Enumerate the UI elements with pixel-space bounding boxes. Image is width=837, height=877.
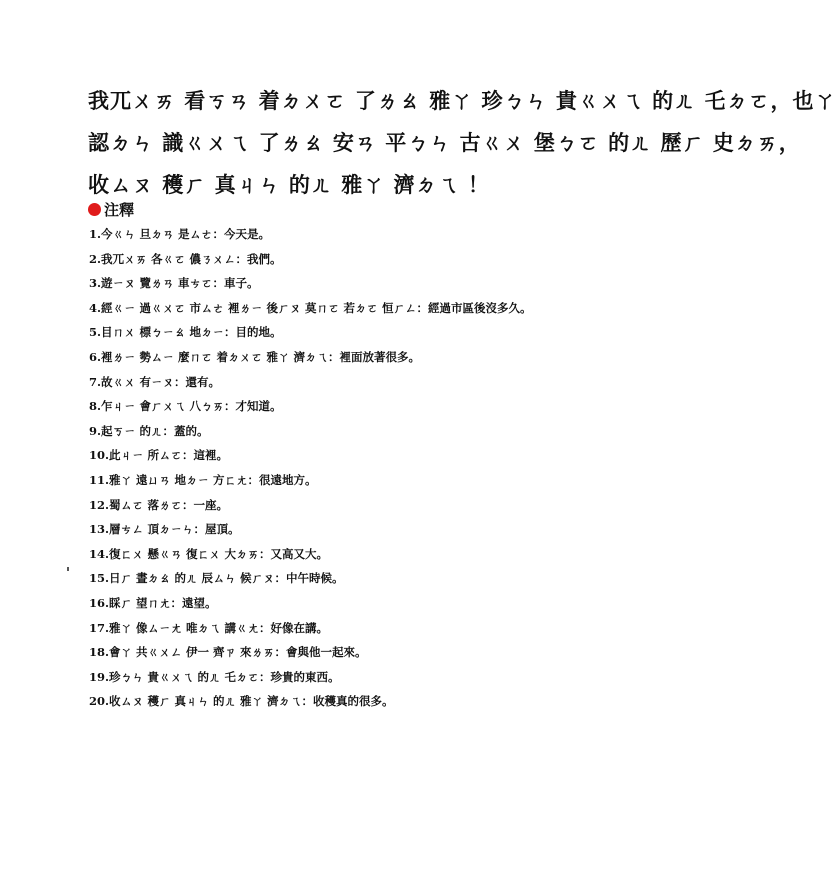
scan-mark (67, 567, 69, 571)
note-item: 3.遊ㄧㄡ 覽ㄌㄢ 車ㄘㄛ：車子。 (89, 276, 259, 291)
note-item: 6.裡ㄌㄧ 勢ㄙㄧ 麼ㄇㄛ 着ㄉㄨㄛ 雅ㄚ 濟ㄉㄟ：裡面放著很多。 (89, 349, 421, 364)
note-item: 4.經ㄍㄧ 過ㄍㄨㄛ 市ㄙㄜ 裡ㄌㄧ 後ㄏㄡ 莫ㄇㄛ 若ㄉㄛ 恒ㄏㄥ：經過市區後沒多久。 (89, 300, 532, 315)
intro-line-3: 收ㄙㄡ 穫ㄏ 真ㄐㄣ 的ㄦ 雅ㄚ 濟ㄉㄟ ！ (88, 172, 490, 197)
intro-line-1: 我ㄫㄨㄞ 看ㄎㄢ 着ㄉㄨㄛ 了ㄌㄠ 雅ㄚ 珍ㄅㄣ 貴ㄍㄨㄟ 的ㄦ 乇ㄉㄛ，也ㄚ (88, 88, 837, 113)
intro-line-2: 認ㄉㄣ 識ㄍㄨㄟ 了ㄌㄠ 安ㄢ 平ㄅㄣ 古ㄍㄨ 堡ㄅㄛ 的ㄦ 歷ㄏ 史ㄉㄞ， (88, 130, 801, 155)
red-bullet-icon (88, 203, 101, 216)
note-item: 19.珍ㄅㄣ 貴ㄍㄨㄟ 的ㄦ 乇ㄉㄛ：珍貴的東西。 (89, 669, 340, 684)
note-item: 20.收ㄙㄡ 穫ㄏ 真ㄐㄣ 的ㄦ 雅ㄚ 濟ㄉㄟ：收穫真的很多。 (89, 694, 394, 709)
note-item: 11.雅ㄚ 遠ㄩㄢ 地ㄉㄧ 方ㄈㄤ：很遠地方。 (89, 472, 317, 487)
notes-list (89, 222, 532, 714)
notes-heading (88, 199, 134, 220)
note-item: 10.此ㄐㄧ 所ㄙㄛ：這裡。 (89, 448, 229, 463)
note-item: 5.目ㄇㄨ 標ㄅㄧㄠ 地ㄉㄧ：目的地。 (89, 325, 282, 340)
note-item: 14.復ㄈㄨ 懸ㄍㄢ 復ㄈㄨ 大ㄉㄞ：又高又大。 (89, 546, 329, 561)
note-item: 8.乍ㄐㄧ 會ㄏㄨㄟ 八ㄅㄞ：才知道。 (89, 399, 282, 414)
note-item: 2.我ㄫㄨㄞ 各ㄍㄛ 儂ㄋㄨㄥ：我們。 (89, 251, 282, 266)
note-item: 13.層ㄘㄥ 頂ㄉㄧㄣ：屋頂。 (89, 522, 240, 537)
note-item: 9.起ㄎㄧ 的ㄦ：蓋的。 (89, 423, 209, 438)
note-item: 1.今ㄍㄣ 旦ㄉㄢ 是ㄙㄜ：今天是。 (89, 227, 271, 241)
intro-paragraph (88, 80, 837, 206)
notes-heading-label: 注釋 (104, 201, 135, 219)
note-item: 12.蜀ㄙㄛ 落ㄌㄛ：一座。 (89, 497, 229, 512)
note-item: 7.故ㄍㄨ 有ㄧㄡ：還有。 (89, 374, 221, 389)
note-item: 15.日ㄏ 晝ㄉㄠ 的ㄦ 辰ㄙㄣ 候ㄏㄡ：中午時候。 (89, 571, 344, 586)
note-item: 18.會ㄚ 共ㄍㄨㄥ 伊一 齊ㄗ 來ㄌㄞ：會與他一起來。 (89, 645, 367, 660)
note-item: 17.雅ㄚ 像ㄙㄧㄤ 唯ㄉㄟ 講ㄍㄤ：好像在講。 (89, 620, 329, 635)
note-item: 16.睬ㄏ 望ㄇㄤ：遠望。 (89, 595, 217, 610)
